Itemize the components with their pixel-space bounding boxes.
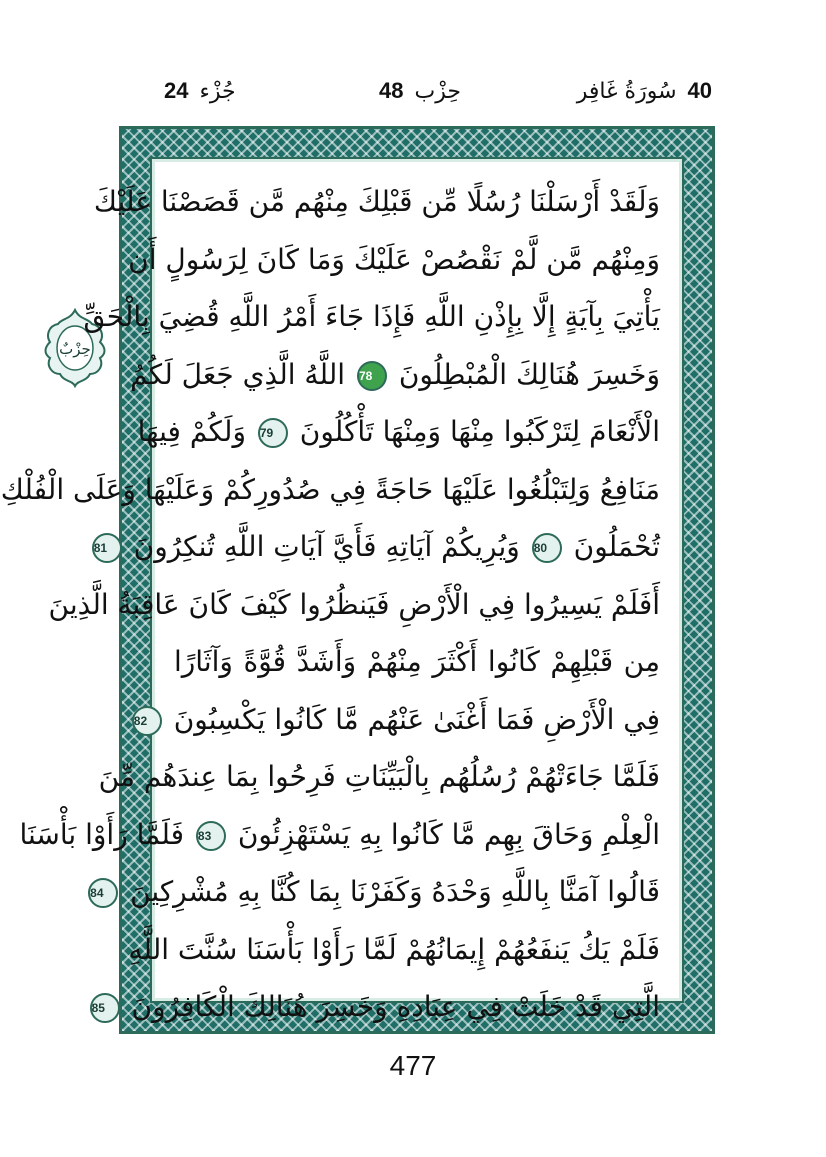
hizb-number: 48 [379,78,404,103]
juz-indicator [160,78,236,104]
text-line [137,403,660,461]
text-line [128,921,660,979]
verse-text: الَّتِي قَدْ خَلَتْ فِي عِبَادِهِ وَخَسِرَ هُنَالِكَ الْكَافِرُونَ [131,990,660,1023]
hizb-label: حِزْب [414,79,461,104]
text-line [174,633,660,691]
ayah-number-marker: 81 [92,533,122,563]
verse-text: فَلَمَّا رَأَوْا بَأْسَنَا [19,817,184,851]
text-line [19,806,660,864]
verse-text: مِن قَبْلِهِمْ كَانُوا أَكْثَرَ مِنْهُمْ وَأَشَدَّ قُوَّةً وَآثَارًا [174,645,660,678]
verse-text: فِي الْأَرْضِ فَمَا أَغْنَىٰ عَنْهُم مَّا كَانُوا يَكْسِبُونَ [173,702,660,736]
juz-label: جُزْء [199,79,236,104]
verse-text: الْعِلْمِ وَحَاقَ بِهِم مَّا كَانُوا بِهِ يَسْتَهْزِئُونَ [237,817,660,851]
text-line [93,518,660,576]
ayah-number-marker: 83 [196,821,226,851]
page-number: 477 [389,1050,437,1081]
text-line [90,863,660,921]
ayah-number-marker: 85 [90,993,120,1023]
verse-text: اللَّهُ الَّذِي جَعَلَ لَكُمُ [130,357,346,391]
verse-text: وَيُرِيكُمْ آيَاتِهِ فَأَيَّ آيَاتِ اللَّهِ تُنكِرُونَ [133,530,520,563]
verse-text: فَلَمْ يَكُ يَنفَعُهُمْ إِيمَانُهُمْ لَمَّا رَأَوْا بَأْسَنَا سُنَّتَ اللَّهِ [128,932,660,966]
text-line [128,231,660,289]
surah-name: سُورَةُ غَافِر [576,79,677,104]
text-line [91,978,660,1036]
text-line [48,576,660,634]
verse-text: قَالُوا آمَنَّا بِاللَّهِ وَحْدَهُ وَكَفَرْنَا بِمَا كُنَّا بِهِ مُشْرِكِينَ [130,875,660,908]
juz-number: 24 [164,78,189,103]
ayah-number-marker: 78 [357,361,387,391]
hizb-marker-label: حِزْبٌ [59,340,91,358]
verse-text: يَأْتِيَ بِآيَةٍ إِلَّا بِإِذْنِ اللَّهِ فَإِذَا جَاءَ أَمْرُ اللَّهِ قُضِيَ بِالْحَقِّ [83,300,660,333]
text-line [130,346,660,404]
text-line [0,461,660,519]
surah-number: 40 [687,78,712,103]
surah-indicator [577,78,716,104]
verse-text: وَلَكُمْ فِيهَا [137,415,246,448]
verse-text: فَلَمَّا جَاءَتْهُمْ رُسُلُهُم بِالْبَيِّنَاتِ فَرِحُوا بِمَا عِندَهُم مِّنَ [98,760,660,793]
verse-text: الْأَنْعَامَ لِتَرْكَبُوا مِنْهَا وَمِنْهَا تَأْكُلُونَ [299,415,660,448]
hizb-indicator [375,78,461,104]
verse-text: مَنَافِعُ وَلِتَبْلُغُوا عَلَيْهَا حَاجَةً فِي صُدُورِكُمْ وَعَلَيْهَا وَعَلَى الْفُلْكِ [0,472,660,506]
ayah-number-marker: 79 [258,418,288,448]
text-line [93,173,660,231]
text-line [133,691,660,749]
text-line [98,748,660,806]
ayah-number-marker: 82 [132,706,162,736]
verse-text: وَمِنْهُم مَّن لَّمْ نَقْصُصْ عَلَيْكَ وَمَا كَانَ لِرَسُولٍ أَن [128,242,660,276]
ayah-number-marker: 84 [88,878,118,908]
verse-text: أَفَلَمْ يَسِيرُوا فِي الْأَرْضِ فَيَنظُرُوا كَيْفَ كَانَ عَاقِبَةُ الَّذِينَ [48,587,660,621]
text-line [83,288,660,346]
ayah-number-marker: 80 [532,533,562,563]
verse-text: وَلَقَدْ أَرْسَلْنَا رُسُلًا مِّن قَبْلِكَ مِنْهُم مَّن قَصَصْنَا عَلَيْكَ [93,185,660,218]
verse-text: تُحْمَلُونَ [573,530,660,563]
verse-text: وَخَسِرَ هُنَالِكَ الْمُبْطِلُونَ [398,357,660,391]
page-header [0,78,826,118]
